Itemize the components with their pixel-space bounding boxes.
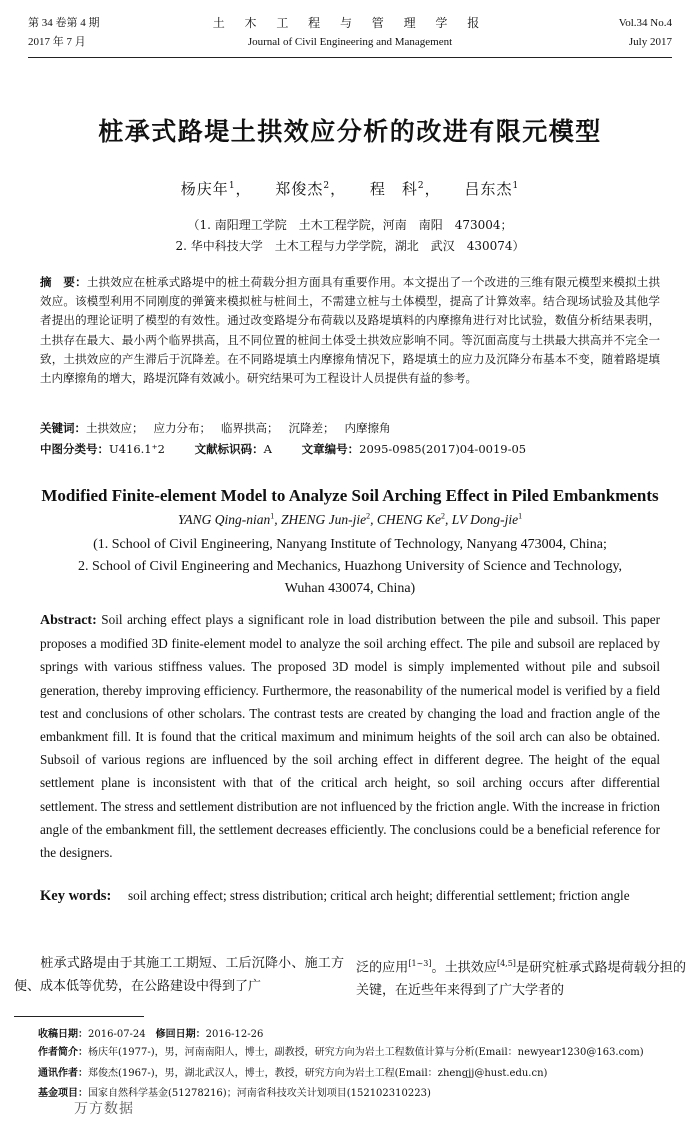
author-list-en <box>0 511 700 528</box>
affiliation-en <box>40 534 660 600</box>
keyword-cn: 土拱效应； <box>86 421 144 435</box>
document-code: 文献标识码：A <box>194 442 272 456</box>
affiliation-en-line: 2. School of Civil Engineering and Mechanics, Huazhong University of Science and Technology, <box>77 559 623 574</box>
abstract-label-en: Abstract: <box>40 613 97 628</box>
header-rule <box>28 57 672 58</box>
abstract-label-cn: 摘 要： <box>40 275 87 289</box>
journal-name-en: Journal of Civil Engineering and Management <box>247 36 453 48</box>
keywords-label-cn: 关键词： <box>40 421 86 435</box>
body-column-left: 桩承式路堤由于其施工工期短、工后沉降小、施工方便、成本低等优势，在公路建设中得到了广 <box>14 956 344 994</box>
citation: [4,5] <box>496 959 516 968</box>
running-header <box>28 14 672 56</box>
author-cn: 郑俊杰$^2$， <box>275 180 347 198</box>
affiliation-cn: 2. 华中科技大学 土木工程与力学学院，湖北 武汉 430074） <box>175 239 525 253</box>
footnote-corresponding-author: 通讯作者：郑俊杰(1967-)，男，湖北武汉人，博士，教授，研究方向为岩土工程(Email：zhengjj@hust.edu.cn) <box>38 1068 548 1079</box>
paper-title-en: Modified Finite-element Model to Analyze Soil Arching Effect in Piled Embankments <box>41 486 659 505</box>
journal-name-cn: 土 木 工 程 与 管 理 学 报 <box>212 16 488 30</box>
affiliation-cn: （1. 南阳理工学院 土木工程学院，河南 南阳 473004； <box>187 218 513 232</box>
author-cn: 杨庆年$^1$， <box>180 180 252 198</box>
keywords-en <box>40 885 660 907</box>
affiliation-en-line: Wuhan 430074, China) <box>284 581 416 596</box>
date-cn: 2017 年 7 月 <box>28 36 86 48</box>
keywords-text-en: soil arching effect; stress distribution; critical arch height; differential settlement; friction angle <box>128 888 630 903</box>
keyword-cn: 应力分布； <box>153 421 211 435</box>
footnote-dates: 收稿日期：2016-07-24 修回日期：2016-12-26 <box>38 1029 264 1040</box>
footnote-author-bio: 作者简介：杨庆年(1977-)，男，河南南阳人，博士，副教授，研究方向为岩土工程数值计算与分析(Email：newyear1230@163.com) <box>38 1047 644 1058</box>
keywords-label-en: Key words: <box>40 888 112 904</box>
footnote-rule <box>14 1016 144 1017</box>
keywords-cn <box>40 419 660 438</box>
abstract-cn <box>40 273 660 388</box>
header-right <box>619 14 672 52</box>
citation: [1~3] <box>408 959 432 968</box>
author-en: CHENG Ke$^2$, <box>376 511 452 527</box>
paper-title-cn: 桩承式路堤土拱效应分析的改进有限元模型 <box>98 117 602 146</box>
classification-line <box>40 440 660 459</box>
keyword-cn: 临界拱高； <box>221 421 279 435</box>
volume-cn: 第 34 卷第 4 期 <box>28 17 100 29</box>
footnote-funding: 基金项目：国家自然科学基金(51278216)；河南省科技攻关计划项目(152102310223) <box>38 1088 431 1099</box>
abstract-text-en: Soil arching effect plays a significant role in load distribution between the pile and subsoil. This paper proposes a modified 3D finite-element model to analyze the soil arching effect. The pile and subsoil are replaced by springs with various stiffness values. The proposed 3D model is simply implemented without pile and subsoil generation, thereby improving efficiency. Furthermore, the reasonability of the numerical model is verified by a field test and conclusions of other scholars. The contrast tests are created by changing the load and fraction angle of the embankment fill. It is found that the critical maximum and minimum heights of the soil arch can also be obtained. Subsoil of various regions are influenced by the soil arching effect in different degree. The height of the equal settlement plane is inconsistent with that of the critical arch height, so soil arching occurs after differential settlement. The stress and settlement distribution are not influenced by the friction angle. With the increase in friction angle of the embankment fill, the settlement decreases efficiently. The conclusions could be a beneficial reference for the designers. <box>40 612 660 861</box>
volume-en: Vol.34 No.4 <box>618 17 672 29</box>
affiliation-en-line: (1. School of Civil Engineering, Nanyang Institute of Technology, Nanyang 473004, China; <box>93 537 607 552</box>
author-cn: 程 科$^2$， <box>369 180 441 198</box>
header-center <box>28 14 672 52</box>
keyword-cn: 内摩擦角 <box>344 421 391 435</box>
watermark: 万方数据 <box>74 1101 134 1117</box>
author-en: YANG Qing-nian$^1$, <box>177 511 282 527</box>
clc-number: 中图分类号：U416.1⁺2 <box>40 442 166 456</box>
author-list-cn <box>0 178 700 199</box>
body-column-right: 泛的应用[1~3]。土拱效应[4,5]是研究桩承式路堤荷载分担的关键，在近些年来得到了广大学者的 <box>356 959 686 999</box>
author-cn: 吕东杰$^1$ <box>464 180 520 198</box>
date-en: July 2017 <box>628 36 672 48</box>
author-en: LV Dong-jie$^1$ <box>451 511 523 527</box>
author-en: ZHENG Jun-jie$^2$, <box>281 511 377 527</box>
article-number: 文章编号：2095-0985(2017)04-0019-05 <box>301 442 527 456</box>
abstract-text-cn: 土拱效应在桩承式路堤中的桩土荷载分担方面具有重要作用。本文提出了一个改进的三维有限元模型来模拟土拱效应。该模型利用不同刚度的弹簧来模拟桩与桩间土，不需建立桩与土体模型，提高了计算效率。结合现场试验及其他学者提出的理论证明了模型的有效性。通过改变路堤分布荷载以及路堤填料的内摩擦角进行对比试验，数值分析结果表明，土拱存在最大、最小两个临界拱高，且不同位置的桩间土体受土拱效应影响不同。等沉面高度与土拱最大拱高并不完全一致，土拱效应的产生滞后于沉降差。在不同路堤填土内摩擦角情况下，路堤填土的应力及沉降分布基本不变，随着路堤填土内摩擦角的增大，路堤沉降有效减小。研究结果可为工程设计人员提供有益的参考。 <box>40 275 660 386</box>
abstract-en <box>40 608 660 864</box>
keyword-cn: 沉降差； <box>288 421 335 435</box>
